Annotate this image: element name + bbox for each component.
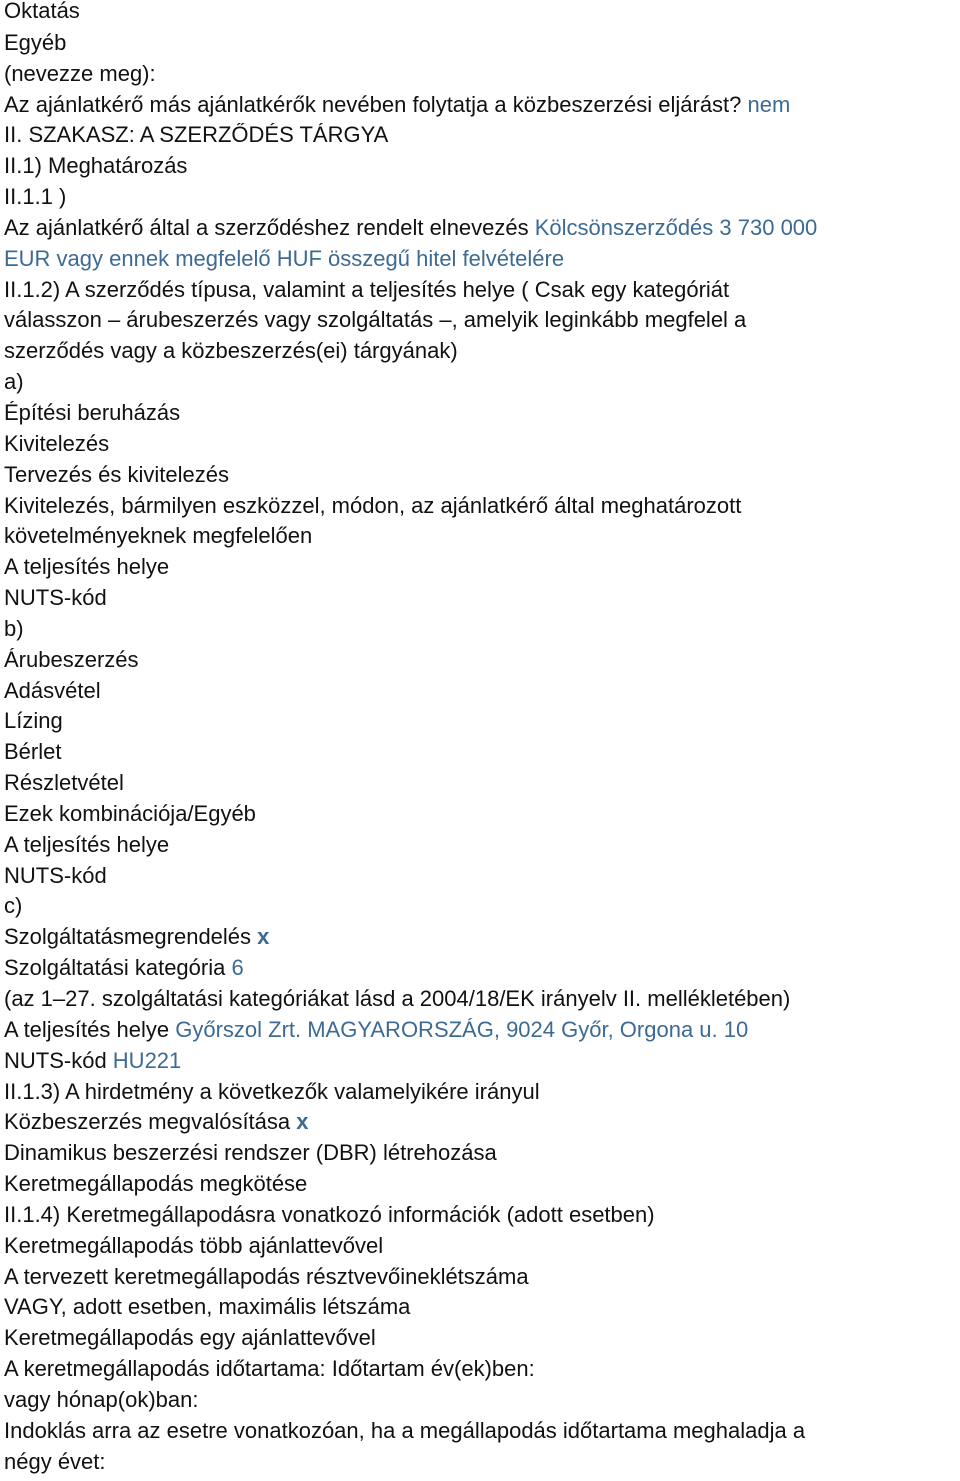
field-teljesites-helye-b: A teljesítés helye [4,832,170,857]
document-body [4,0,954,1481]
field-indoklas-cont: négy évet: [4,1449,106,1474]
line-elnevezes: Az ajánlatkérő által a szerződéshez rendelt elnevezés Kölcsönszerződés 3 730 000 [4,215,818,240]
field-nuts-kod-a: NUTS-kód [4,586,107,611]
line-ii-1-2-cont-1: válasszon – árubeszerzés vagy szolgáltatás –, amelyik leginkább megfelel a [4,308,747,333]
answer-value: Kölcsönszerződés 3 730 000 [534,215,818,240]
subsection-ii-1-1: II.1.1 ) [4,185,67,210]
line-elnevezes-cont [4,247,954,278]
option-tobb-ajanlattevo: Keretmegállapodás több ajánlattevővel [4,1233,384,1258]
subsection-ii-1-3: II.1.3) A hirdetmény a következők valamelyikére irányul [4,1079,540,1104]
option-berlet: Bérlet [4,740,62,765]
option-tervezes-kivitelezes: Tervezés és kivitelezés [4,462,229,487]
answer-value: HU221 [112,1048,182,1073]
line-nevezze-meg: (nevezze meg): [4,61,156,86]
option-kozbeszerzes-megvalositasa: Közbeszerzés megvalósítása x [4,1110,309,1135]
option-szolgaltatasmegrendeles: Szolgáltatásmegrendelés x [4,925,270,950]
field-maximalis-letszam: VAGY, adott esetben, maximális létszáma [4,1295,411,1320]
field-teljesites-helye-a: A teljesítés helye [4,555,170,580]
option-kivitelezes-barmilyen: Kivitelezés, bármilyen eszközzel, módon, az ajánlatkérő által meghatározott [4,493,742,518]
option-b: b) [4,616,24,641]
option-kombinacio-egyeb: Ezek kombinációja/Egyéb [4,801,256,826]
line-mas-ajanlatkerok: Az ajánlatkérő más ajánlatkérők nevében folytatja a közbeszerzési eljárást? nem [4,92,791,117]
option-reszletvetel: Részletvétel [4,771,124,796]
field-idotartam-ev: A keretmegállapodás időtartama: Időtartam év(ek)ben: [4,1357,535,1382]
note-kategoriak: (az 1–27. szolgáltatási kategóriákat lásd a 2004/18/EK irányelv II. mellékletében) [4,987,791,1011]
option-adasvetel: Adásvétel [4,678,101,703]
selected-mark: x [296,1110,309,1135]
option-c: c) [4,894,23,919]
answer-value: nem [747,92,791,117]
option-egy-ajanlattevo: Keretmegállapodás egy ajánlattevővel [4,1326,376,1351]
option-epitesi-beruhazas: Építési beruházás [4,400,181,425]
field-indoklas: Indoklás arra az esetre vonatkozóan, ha a megállapodás időtartama meghaladja a [4,1418,806,1443]
option-keretmegallapodas-megkotese: Keretmegállapodás megkötése [4,1172,308,1197]
subsection-ii-1-4: II.1.4) Keretmegállapodásra vonatkozó információk (adott esetben) [4,1202,655,1227]
line-egyeb: Egyéb [4,30,67,55]
selected-mark: x [257,925,270,950]
field-nuts-kod-b: NUTS-kód [4,863,107,888]
answer-value: EUR vagy ennek megfelelő HUF összegű hitel felvételére [4,246,565,271]
line-oktatas: Oktatás [4,0,80,23]
field-idotartam-honap: vagy hónap(ok)ban: [4,1387,199,1412]
option-arubeszerzes: Árubeszerzés [4,647,139,672]
option-a: a) [4,370,24,395]
field-resztvevok-letszama: A tervezett keretmegállapodás résztvevőineklétszáma [4,1264,529,1289]
line-ii-1-2-cont-2: szerződés vagy a közbeszerzés(ei) tárgyának) [4,339,458,364]
field-szolgaltatasi-kategoria: Szolgáltatási kategória 6 [4,956,244,981]
field-nuts-kod-c: NUTS-kód HU221 [4,1048,182,1073]
option-lizing: Lízing [4,709,63,734]
answer-value: 6 [231,956,244,981]
option-dbr: Dinamikus beszerzési rendszer (DBR) létrehozása [4,1141,497,1166]
field-teljesites-helye-c: A teljesítés helye Győrszol Zrt. MAGYARORSZÁG, 9024 Győr, Orgona u. 10 [4,1017,749,1042]
option-kivitelezes-barmilyen-cont: követelményeknek megfelelően [4,524,313,549]
subsection-ii-1-2: II.1.2) A szerződés típusa, valamint a teljesítés helye ( Csak egy kategóriát [4,277,730,302]
option-kivitelezes: Kivitelezés [4,431,110,456]
section-heading-ii: II. SZAKASZ: A SZERZŐDÉS TÁRGYA [4,123,389,148]
subsection-ii-1: II.1) Meghatározás [4,154,188,179]
answer-value: Győrszol Zrt. MAGYARORSZÁG, 9024 Győr, Orgona u. 10 [175,1017,749,1042]
